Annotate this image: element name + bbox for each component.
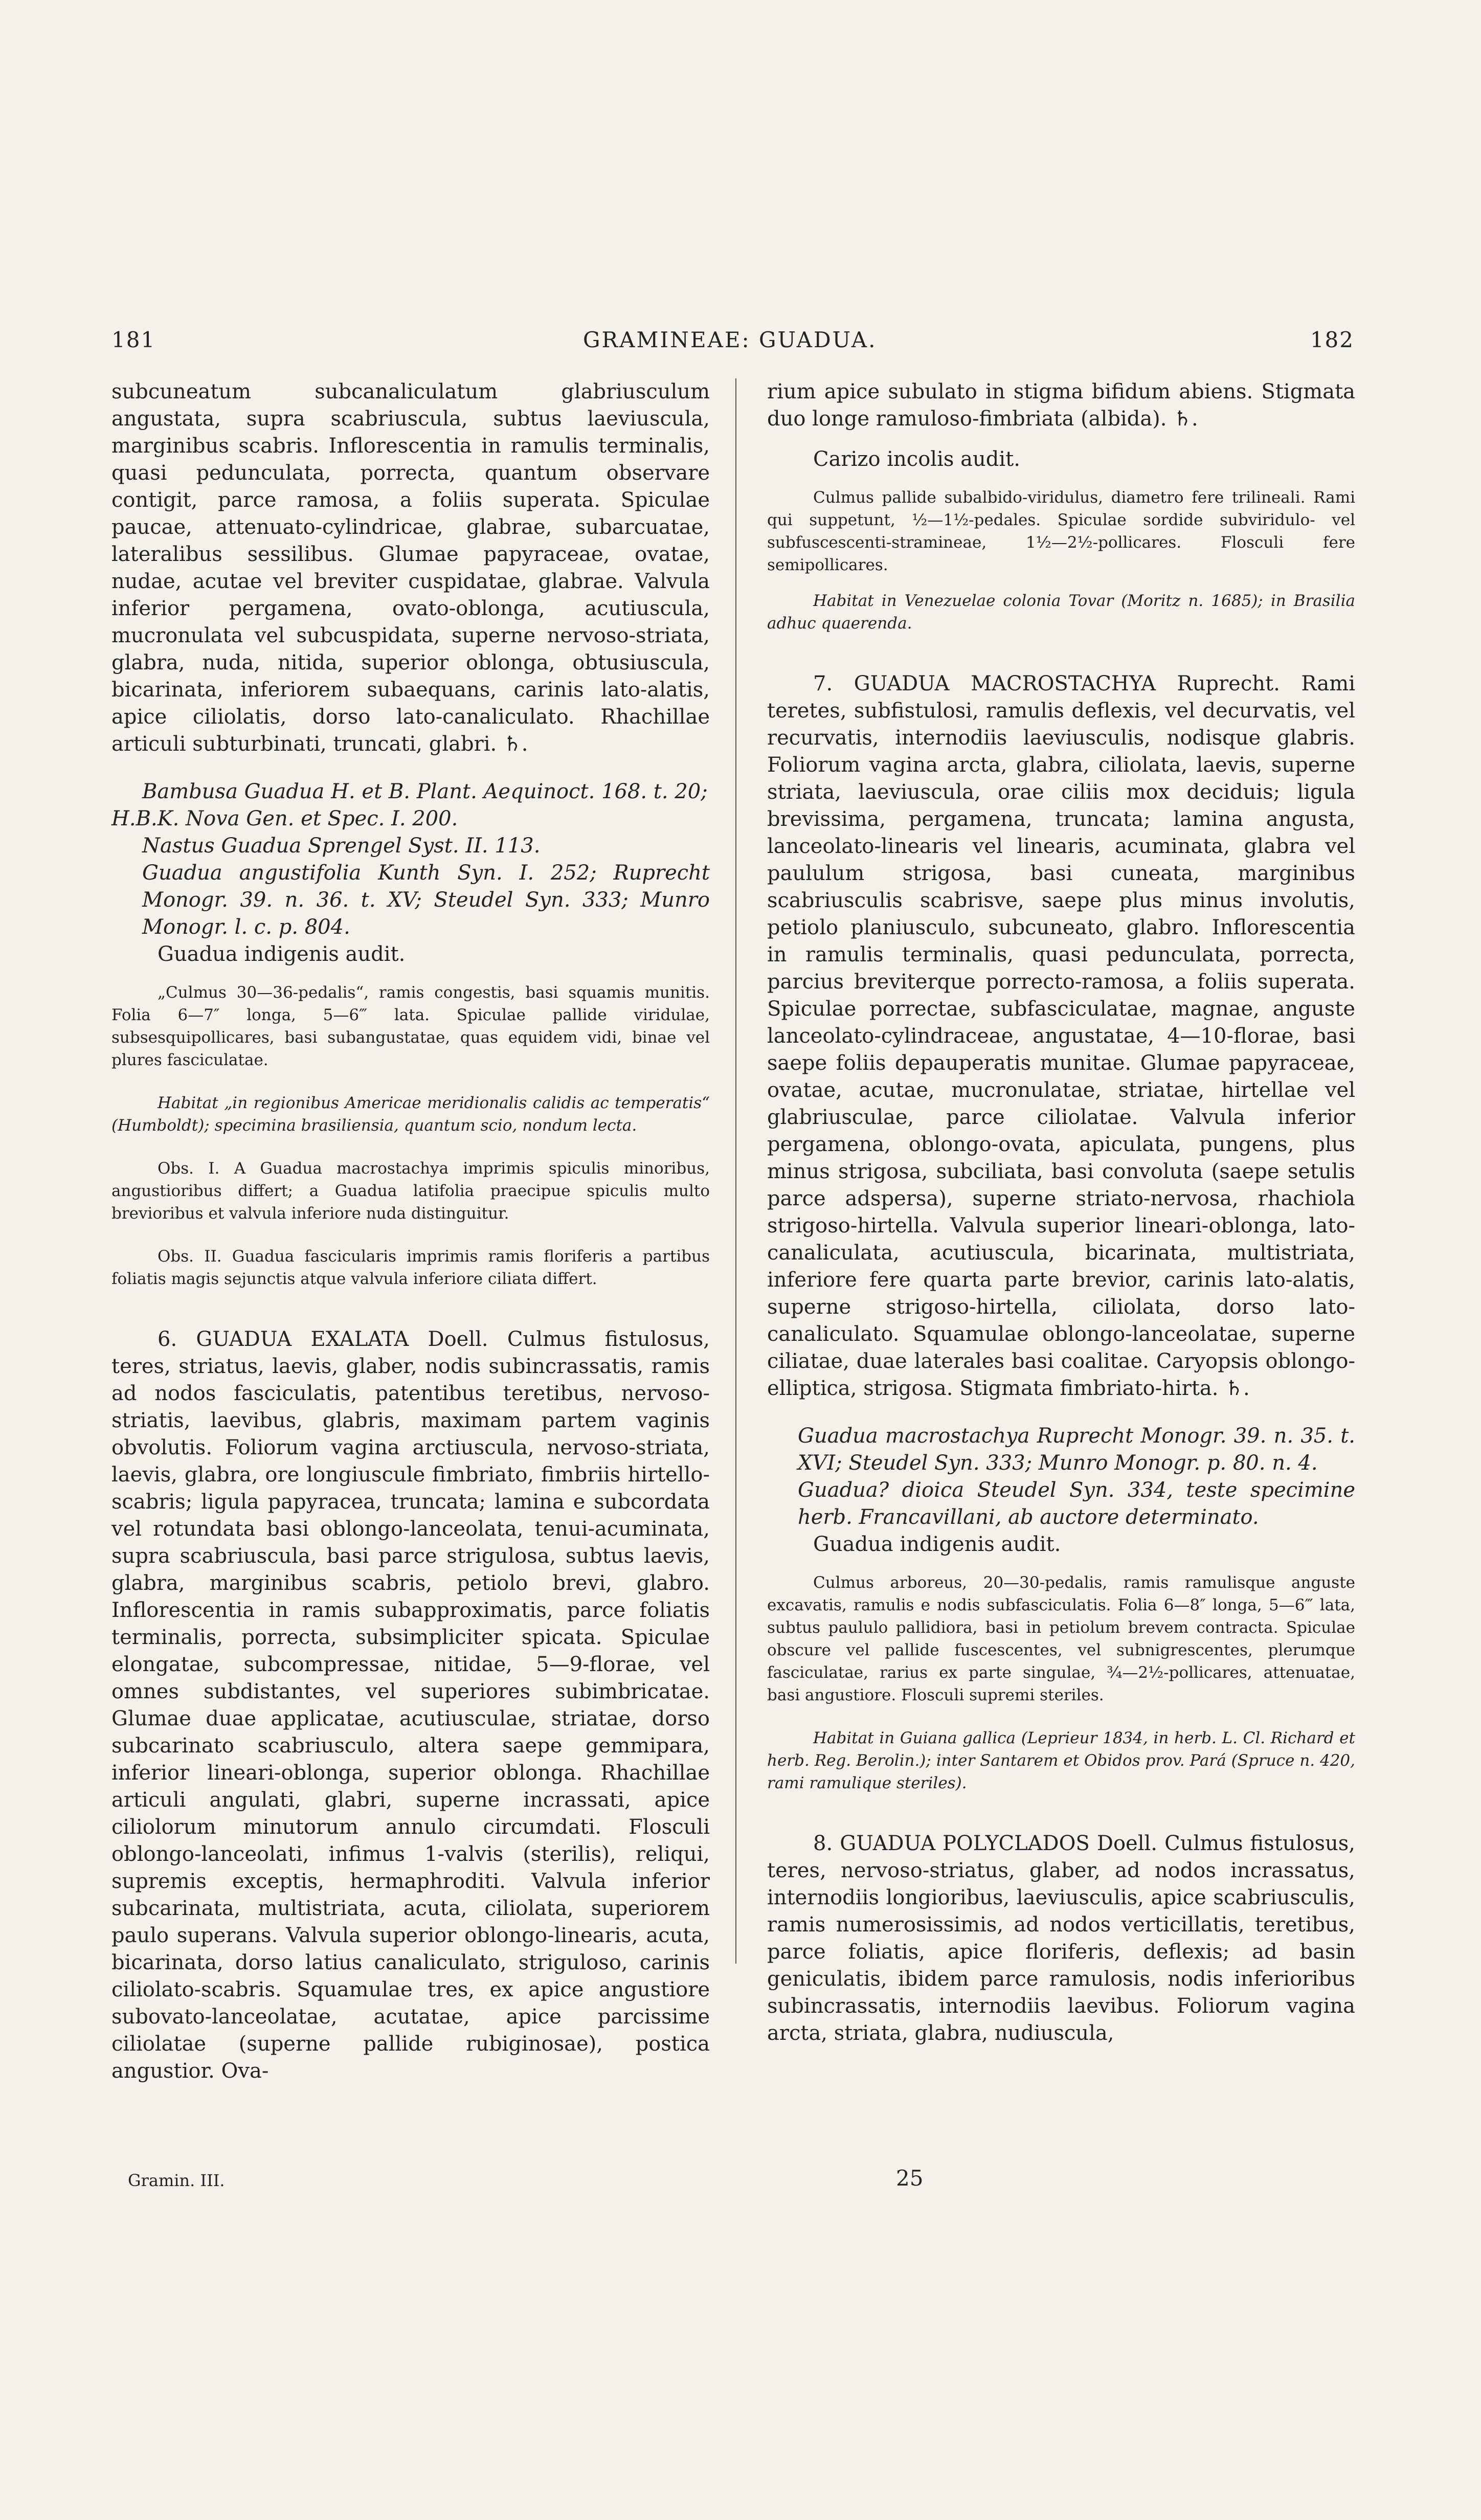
synonym-reference: Nastus Guadua Sprengel Syst. II. 113. xyxy=(142,834,541,858)
species-description: 8. GUADUA POLYCLADOS Doell. Culmus fistulosus, teres, nervoso-striatus, glaber, ad nodos incrassatus, internodiis longioribus, laeviusculis, apice scabriusculis, ramis numerosissimis, ad nodos verticillatis, teretibus, parce foliatis, apice floriferis, deflexis; ad basin geniculatis, ibidem parce ramulosis, nodis inferioribus subincrassatis, internodiis laevibus. Foliorum vagina arcta, striata, glabra, nudiuscula, xyxy=(767,1832,1355,2045)
column-divider xyxy=(735,378,736,1964)
running-title: GRAMINEAE: GUADUA. xyxy=(583,327,877,352)
description-paragraph: rium apice subulato in stigma bifidum abiens. Stigmata duo longe ramuloso-fimbriata (albida). ♄. xyxy=(767,380,1355,431)
vernacular-name: Guadua indigenis audit. xyxy=(813,1533,1061,1556)
observation-note: Obs. II. Guadua fascicularis imprimis ramis floriferis a partibus foliatis magis sejunctis atque valvula inferiore ciliata differt. xyxy=(111,1247,710,1288)
right-column xyxy=(767,378,1355,2047)
right-page-number: 182 xyxy=(1310,327,1354,352)
vernacular-name: Guadua indigenis audit. xyxy=(158,942,406,966)
specimen-note: Culmus pallide subalbido-viridulus, diametro fere trilineali. Rami qui suppetunt, ½—1½-pedales. Spiculae sordide subviridulo- vel subfuscescenti-stramineae, 1½—2½-pollicares. Flosculi fere semipollicares. xyxy=(767,488,1355,574)
specimen-note: Culmus arboreus, 20—30-pedalis, ramis ramulisque anguste excavatis, ramulis e nodis subfasciculatis. Folia 6—8″ longa, 5—6‴ lata, subtus paululo pallidiora, basi in petiolum brevem contracta. Spiculae obscure vel pallide fuscescentes, vel subnigrescentes, plerumque fasciculatae, rarius ex parte singulae, ¾—2½-pollicares, attenuatae, basi angustiore. Flosculi supremi steriles. xyxy=(767,1573,1355,1704)
synonym-reference: Guadua? dioica Steudel Syn. 334, teste specimine herb. Francavillani, ab auctore determinato. xyxy=(798,1478,1355,1529)
species-description: 6. GUADUA EXALATA Doell. Culmus fistulosus, teres, striatus, laevis, glaber, nodis subincrassatis, ramis ad nodos fasciculatis, patentibus teretibus, nervoso-striatis, laevibus, glabris, maximam partem vaginis obvolutis. Foliorum vagina arctiuscula, nervoso-striata, laevis, glabra, ore longiuscule fimbriato, fimbriis hirtello-scabris; ligula papyracea, truncata; lamina e subcordata vel rotundata basi oblongo-lanceolata, tenui-acuminata, supra scabriuscula, basi parce strigulosa, subtus laevis, glabra, marginibus scabris, petiolo brevi, glabro. Inflorescentia in ramis subapproximatis, parce foliatis terminalis, porrecta, subsimpliciter spicata. Spiculae elongatae, subcompressae, nitidae, 5—9-florae, vel omnes subdistantes, vel superiores subimbricatae. Glumae duae applicatae, acutiusculae, striatae, dorso subcarinato scabriusculo, altera saepe gemmipara, inferior lineari-oblonga, superior oblonga. Rhachillae articuli angulati, glabri, superne incrassati, apice ciliolorum minutorum annulo circumdati. Flosculi oblongo-lanceolati, infimus 1-valvis (sterilis), reliqui, supremis exceptis, hermaphroditi. Valvula inferior subcarinata, multistriata, acuta, ciliolata, superiorem paulo superans. Valvula superior oblongo-linearis, acuta, bicarinata, dorso latius canaliculato, striguloso, carinis ciliolato-scabris. Squamulae tres, ex apice angustiore subovato-lanceolatae, acutatae, apice parcissime ciliolatae (superne pallide rubiginosae), postica angustior. Ova- xyxy=(111,1328,710,2083)
vernacular-name: Carizo incolis audit. xyxy=(813,447,1020,471)
species-description: 7. GUADUA MACROSTACHYA Ruprecht. Rami teretes, subfistulosi, ramulis deflexis, vel decurvatis, vel recurvatis, internodiis laeviusculis, nodisque glabris. Foliorum vagina arcta, glabra, ciliolata, laevis, superne striata, laeviuscula, orae ciliis mox deciduis; ligula brevissima, pergamena, truncata; lamina angusta, lanceolato-linearis vel linearis, acuminata, glabra vel paululum strigosa, basi cuneata, marginibus scabriusculis scabrisve, saepe plus minus involutis, petiolo planiusculo, subcuneato, glabro. Inflorescentia in ramulis terminalis, quasi pedunculata, porrecta, parcius breviterque porrecto-ramosa, a foliis superata. Spiculae porrectae, subfasciculatae, magnae, anguste lanceolato-cylindraceae, angustatae, 4—10-florae, basi saepe foliis depauperatis munitae. Glumae papyraceae, ovatae, acutae, mucronulatae, striatae, hirtellae vel glabriusculae, parce ciliolatae. Valvula inferior pergamena, oblongo-ovata, apiculata, pungens, plus minus strigosa, subciliata, basi convoluta (saepe setulis parce adspersa), superne striato-nervosa, rhachiola strigoso-hirtella. Valvula superior lineari-oblonga, lato-canaliculata, acutiuscula, bicarinata, multistriata, inferiore fere quarta parte brevior, carinis lato-alatis, superne strigoso-hirtella, ciliolata, dorso lato-canaliculato. Squamulae oblongo-lanceolatae, superne ciliatae, duae laterales basi coalitae. Caryopsis oblongo-elliptica, strigosa. Stigmata fimbriato-hirta. ♄. xyxy=(767,672,1355,1400)
synonym-reference: Guadua angustifolia Kunth Syn. I. 252; Ruprecht Monogr. 39. n. 36. t. XV; Steudel Syn. 333; Munro Monogr. l. c. p. 804. xyxy=(142,861,710,939)
synonym-reference: Guadua macrostachya Ruprecht Monogr. 39. n. 35. t. XVI; Steudel Syn. 333; Munro Monogr. p. 80. n. 4. xyxy=(798,1424,1355,1475)
synonym-reference: H.B.K. Nova Gen. et Spec. I. 200. xyxy=(111,807,458,830)
description-paragraph: subcuneatum subcanaliculatum glabriusculum angustata, supra scabriuscula, subtus laeviuscula, marginibus scabris. Inflorescentia in ramulis terminalis, quasi pedunculata, porrecta, quantum observare contigit, parce ramosa, a foliis superata. Spiculae paucae, attenuato-cylindricae, glabrae, subarcuatae, lateralibus sessilibus. Glumae papyraceae, ovatae, nudae, acutae vel breviter cuspidatae, glabrae. Valvula inferior pergamena, ovato-oblonga, acutiuscula, mucronulata vel subcuspidata, superne nervoso-striata, glabra, nuda, nitida, superior oblonga, obtusiuscula, bicarinata, inferiorem subaequans, carinis lato-alatis, apice ciliolatis, dorso lato-canaliculato. Rhachillae articuli subturbinati, truncati, glabri. ♄. xyxy=(111,380,710,756)
synonym-reference: Bambusa Guadua H. et B. Plant. Aequinoct. 168. t. 20; xyxy=(142,780,708,803)
left-page-number: 181 xyxy=(111,327,156,352)
signature-mark: Gramin. III. xyxy=(128,2171,225,2190)
observation-note: Obs. I. A Guadua macrostachya imprimis spiculis minoribus, angustioribus differt; a Guadua latifolia praecipue spiculis multo brevioribus et valvula inferiore nuda distinguitur. xyxy=(111,1159,710,1223)
left-column xyxy=(111,378,710,2085)
running-header xyxy=(0,327,1481,358)
habitat-note: Habitat in Venezuelae colonia Tovar (Moritz n. 1685); in Brasilia adhuc quaerenda. xyxy=(767,592,1355,633)
habitat-note: Habitat in Guiana gallica (Leprieur 1834, in herb. L. Cl. Richard et herb. Reg. Berolin.); inter Santarem et Obidos prov. Pará (Spruce n. 420, rami ramulique steriles). xyxy=(767,1729,1355,1792)
habitat-note: Habitat „in regionibus Americae meridionalis calidis ac temperatis“ (Humboldt); specimina brasiliensia, quantum scio, nondum lecta. xyxy=(111,1094,710,1135)
specimen-note: „Culmus 30—36-pedalis“, ramis congestis, basi squamis munitis. Folia 6—7″ longa, 5—6‴ lata. Spiculae pallide viridulae, subsesquipollicares, basi subangustatae, quas equidem vidi, binae vel plures fasciculatae. xyxy=(111,983,710,1069)
sheet-number: 25 xyxy=(896,2166,924,2191)
